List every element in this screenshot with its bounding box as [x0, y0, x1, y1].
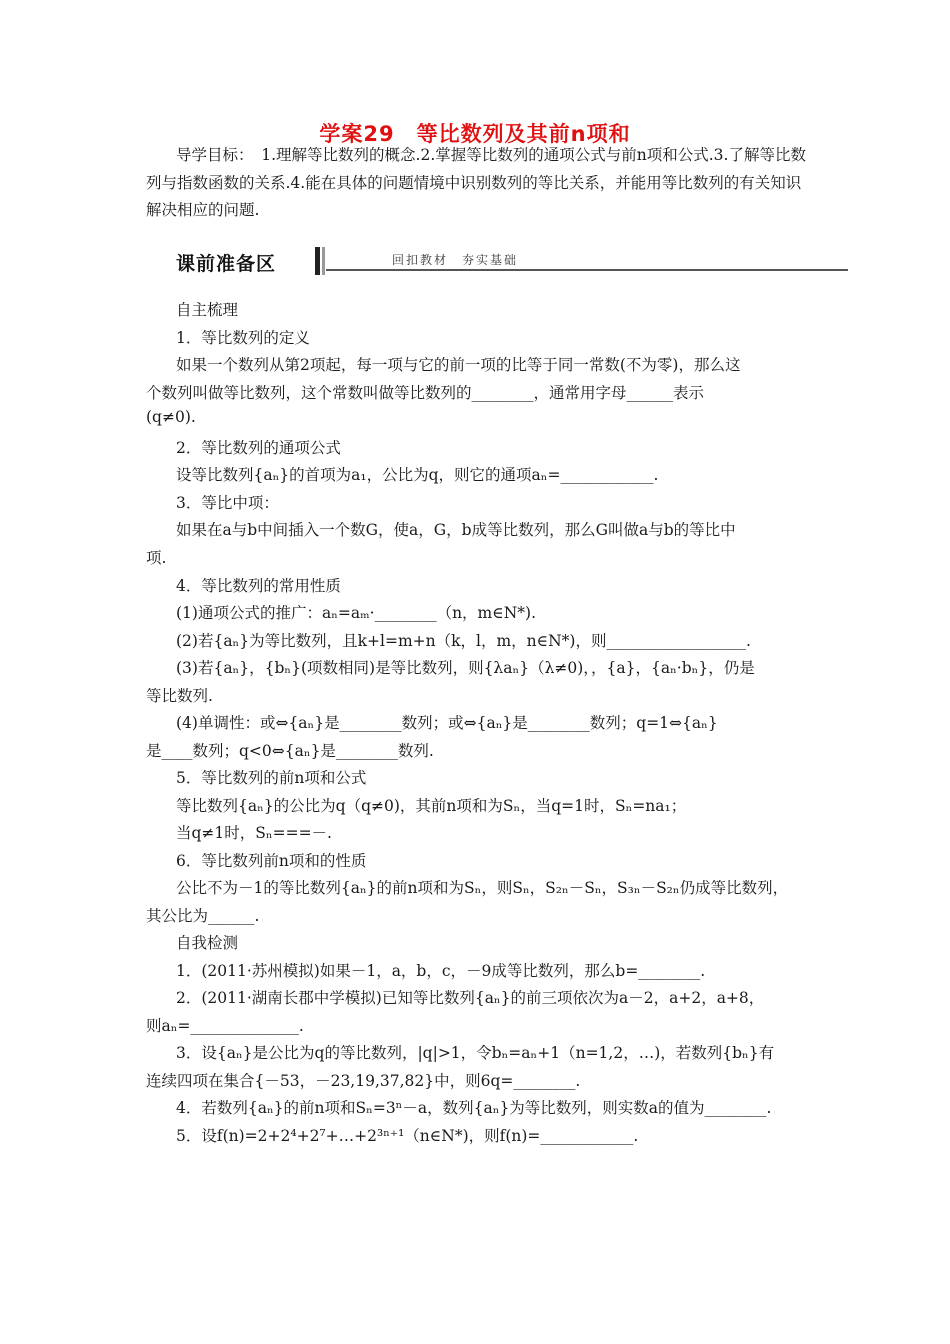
section-banner: [176, 247, 848, 277]
banner-label: 课前准备区: [176, 253, 277, 275]
text-line: 当q≠1时，Sₙ===－.: [176, 824, 332, 842]
text-line: 项.: [146, 549, 167, 567]
text-line: 连续四项在集合{－53，－23,19,37,82}中，则6q=________.: [146, 1072, 581, 1090]
text-line: 等比数列{aₙ}的公比为q（q≠0)，其前n项和为Sₙ，当q=1时，Sₙ=na₁；: [176, 797, 687, 815]
banner-divider: [315, 247, 320, 275]
text-line: 1．(2011·苏州模拟)如果－1，a，b，c，－9成等比数列，那么b=________.: [176, 962, 706, 980]
banner-subtitle: 回扣教材 夯实基础: [392, 253, 519, 267]
text-line: (3)若{aₙ}，{bₙ}(项数相同)是等比数列，则{λaₙ}（λ≠0)，，{a}，{aₙ·bₙ}，仍是: [176, 659, 755, 677]
text-line: 5．等比数列的前n项和公式: [176, 769, 367, 787]
text-line: 如果一个数列从第2项起，每一项与它的前一项的比等于同一常数(不为零)，那么这: [176, 356, 741, 374]
text-line: 2．(2011·湖南长郡中学模拟)已知等比数列{aₙ}的前三项依次为a－2，a+2，a+8，: [176, 989, 765, 1007]
text-line: (q≠0).: [146, 408, 196, 426]
text-line: 1．等比数列的定义: [176, 329, 310, 347]
text-line: 个数列叫做等比数列，这个常数叫做等比数列的________，通常用字母______表示: [146, 384, 705, 402]
banner-divider-shadow: [322, 247, 325, 275]
page-title: 学案29 等比数列及其前n项和: [319, 122, 631, 146]
text-line: 是____数列；q<0⇔{aₙ}是________数列.: [146, 742, 434, 760]
text-line: 如果在a与b中间插入一个数G，使a，G，b成等比数列，那么G叫做a与b的等比中: [176, 521, 736, 539]
text-line: 公比不为－1的等比数列{aₙ}的前n项和为Sₙ，则Sₙ，S₂ₙ－Sₙ，S₃ₙ－S₂ₙ仍成等比数列，: [176, 879, 789, 897]
text-line: 等比数列.: [146, 687, 213, 705]
text-line: 4．若数列{aₙ}的前n项和Sₙ=3ⁿ－a，数列{aₙ}为等比数列，则实数a的值为________.: [176, 1099, 772, 1117]
text-line: 3．设{aₙ}是公比为q的等比数列，|q|>1，令bₙ=aₙ+1（n=1,2，…)，若数列{bₙ}有: [176, 1044, 775, 1062]
text-line: (4)单调性：或⇔{aₙ}是________数列；或⇔{aₙ}是________数列；q=1⇔{aₙ}: [176, 714, 718, 732]
text-line: 6．等比数列前n项和的性质: [176, 852, 367, 870]
text-line: 自我检测: [176, 934, 239, 952]
text-line: 设等比数列{aₙ}的首项为a₁，公比为q，则它的通项aₙ=____________.: [176, 466, 659, 484]
banner-rule: [326, 269, 848, 271]
text-line: 3．等比中项：: [176, 494, 279, 512]
text-line: 4．等比数列的常用性质: [176, 577, 341, 595]
text-line: (1)通项公式的推广：aₙ=aₘ·________（n，m∈N*).: [176, 604, 537, 622]
text-line: 5．设f(n)=2+2⁴+2⁷+…+2³ⁿ⁺¹（n∈N*)，则f(n)=____________.: [176, 1127, 639, 1145]
text-line: 则aₙ=______________.: [146, 1017, 304, 1035]
text-line: 自主梳理: [176, 301, 239, 319]
intro-paragraph: 导学目标： 1.理解等比数列的概念.2.掌握等比数列的通项公式与前n项和公式.3.了解等比数列与指数函数的关系.4.能在具体的问题情境中识别数列的等比关系，并能用等比数列的有关知识解决相应的问题.: [146, 146, 806, 219]
text-line: (2)若{aₙ}为等比数列，且k+l=m+n（k，l，m，n∈N*)，则__________________.: [176, 632, 751, 650]
text-line: 其公比为______.: [146, 907, 260, 925]
text-line: 2．等比数列的通项公式: [176, 439, 341, 457]
